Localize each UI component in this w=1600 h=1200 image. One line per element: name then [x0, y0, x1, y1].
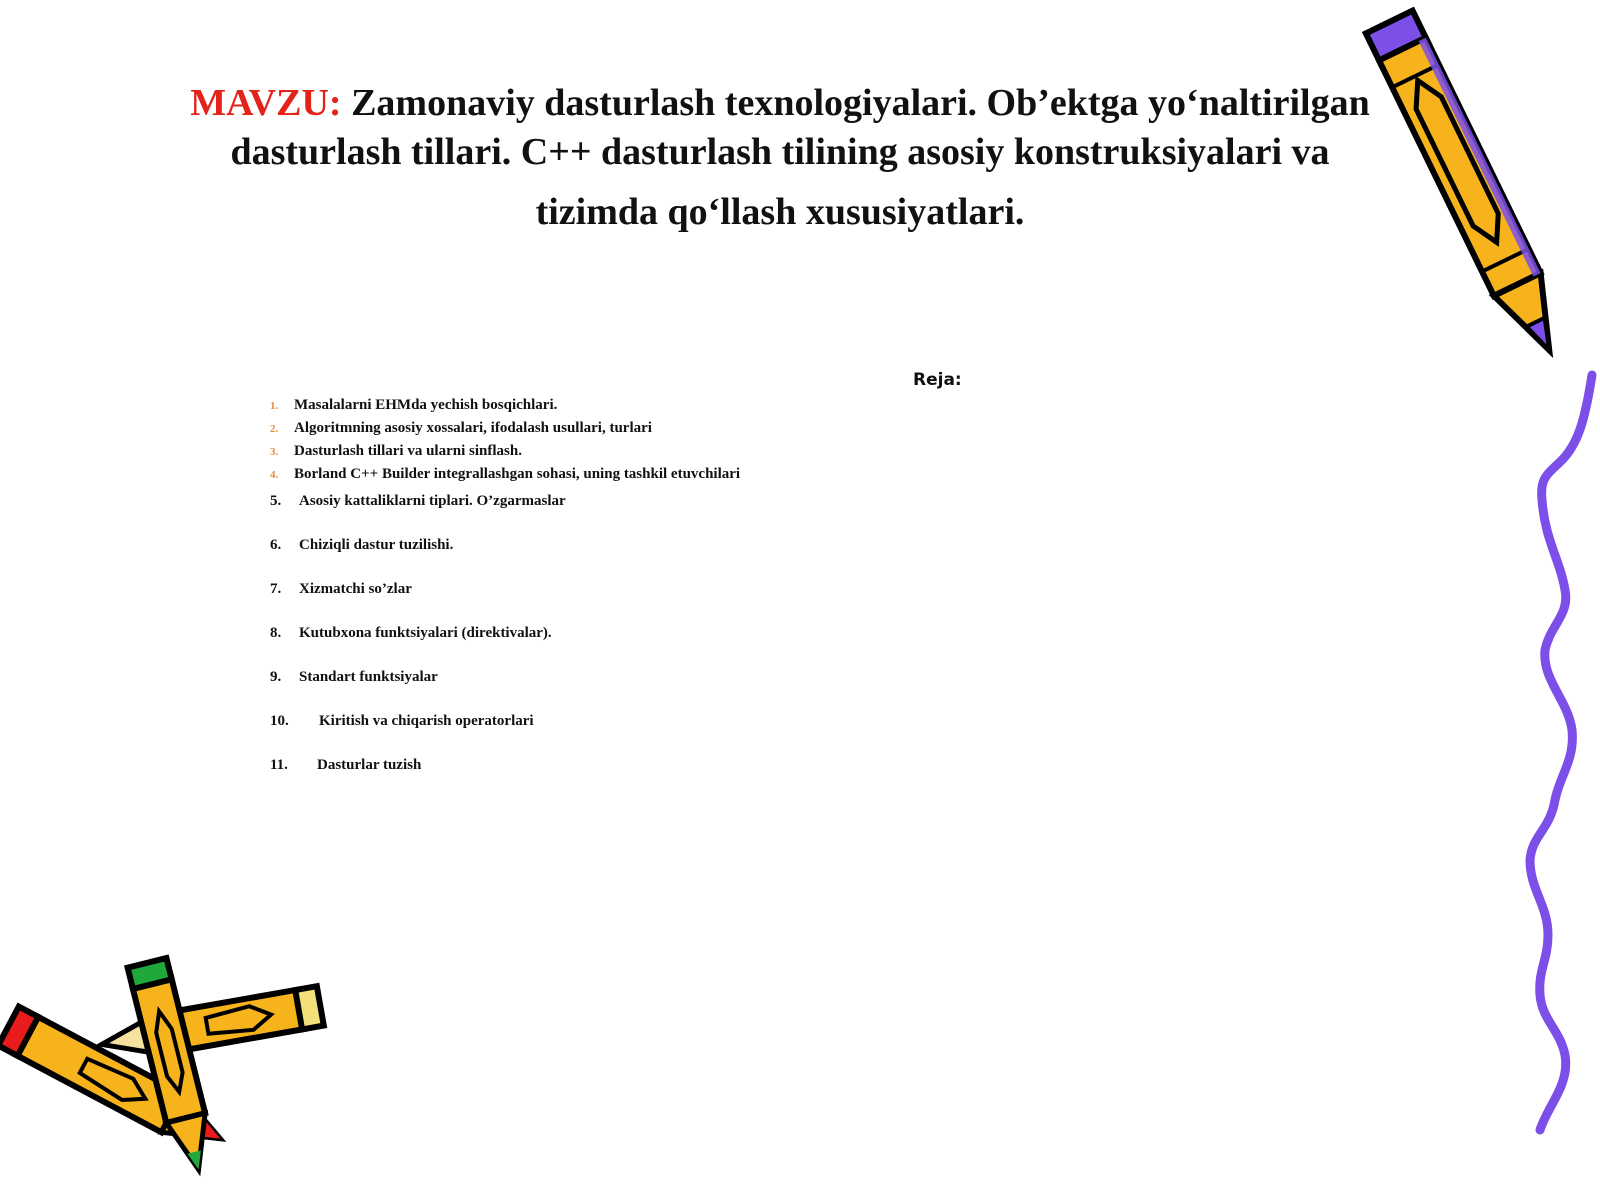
- plan-item-number: 6.: [270, 537, 282, 553]
- plan-item-number: 10.: [270, 713, 289, 729]
- plan-item-number: 5.: [270, 493, 282, 509]
- title-line-2: dasturlash tillari. C++ dasturlash tilining asosiy konstruksiyalari va: [230, 131, 1330, 173]
- plan-heading: Reja:: [913, 370, 962, 390]
- squiggle-line: [1530, 375, 1592, 1130]
- title-line-1-text: Zamonaviy dasturlash texnologiyalari. Ob’ektga yo‘naltirilgan: [341, 82, 1370, 124]
- title-line-3: tizimda qo‘llash xususiyatlari.: [535, 191, 1025, 233]
- plan-item-number: 9.: [270, 669, 282, 685]
- plan-item-text: Xizmatchi so’zlar: [299, 581, 412, 597]
- plan-item-number: 2.: [270, 423, 279, 435]
- plan-item-number: 1.: [270, 400, 279, 412]
- plan-item-text: Kiritish va chiqarish operatorlari: [319, 713, 534, 729]
- title-prefix: MAVZU:: [190, 82, 342, 124]
- plan-item-text: Masalalarni EHMda yechish bosqichlari.: [294, 397, 558, 413]
- plan-item-number: 4.: [270, 469, 279, 481]
- plan-item-text: Chiziqli dastur tuzilishi.: [299, 537, 454, 553]
- plan-item-text: Asosiy kattaliklarni tiplari. O’zgarmaslar: [299, 493, 566, 509]
- crossed-pencils-icon: [0, 958, 324, 1174]
- plan-item-text: Dasturlar tuzish: [317, 757, 422, 773]
- plan-item-number: 3.: [270, 446, 279, 458]
- plan-item-text: Borland C++ Builder integrallashgan sohasi, uning tashkil etuvchilari: [294, 466, 741, 482]
- plan-item-number: 7.: [270, 581, 282, 597]
- plan-item-text: Dasturlash tillari va ularni sinflash.: [294, 443, 522, 459]
- plan-item-number: 11.: [270, 757, 288, 773]
- plan-item-text: Algoritmning asosiy xossalari, ifodalash usullari, turlari: [294, 420, 652, 436]
- pencil-icon: [1366, 11, 1573, 362]
- plan-item-text: Standart funktsiyalar: [299, 669, 438, 685]
- plan-item-number: 8.: [270, 625, 282, 641]
- plan-item-text: Kutubxona funktsiyalari (direktivalar).: [299, 625, 552, 641]
